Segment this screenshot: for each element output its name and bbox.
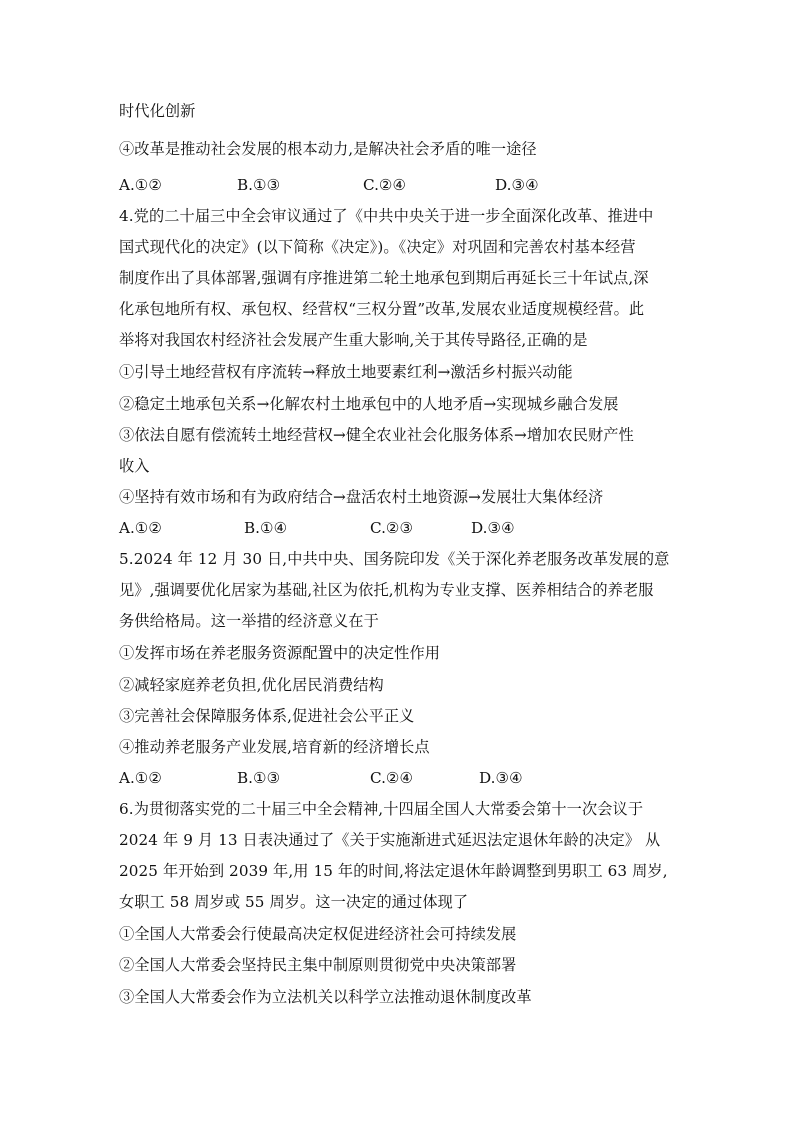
q4-stem-line-3: 制度作出了具体部署,强调有序推进第二轮土地承包到期后再延长三十年试点,深 — [119, 269, 649, 287]
q4-stem-line-2: 国式现代化的决定》(以下简称《决定》)。《决定》对巩固和完善农村基本经营 — [119, 238, 636, 256]
q4-option-c: C.②③ — [370, 519, 414, 537]
q5-item-2: ②减轻家庭养老负担,优化居民消费结构 — [119, 676, 384, 694]
q6-item-1: ①全国人大常委会行使最高决定权促进经济社会可持续发展 — [119, 925, 517, 943]
q6-stem-line-3: 2025 年开始到 2039 年,用 15 年的时间,将法定退休年龄调整到男职工 63 周岁, — [119, 862, 668, 880]
q5-item-1: ①发挥市场在养老服务资源配置中的决定性作用 — [119, 644, 441, 662]
q3-options — [119, 175, 679, 195]
q4-item-4: ④坚持有效市场和有为政府结合→盘活农村土地资源→发展壮大集体经济 — [119, 488, 604, 506]
q6-item-2: ②全国人大常委会坚持民主集中制原则贯彻党中央决策部署 — [119, 956, 517, 974]
q4-option-d: D.③④ — [471, 519, 515, 537]
q3-option-b: B.①③ — [237, 176, 281, 194]
q4-stem-line-5: 举将对我国农村经济社会发展产生重大影响,关于其传导路径,正确的是 — [119, 331, 588, 349]
q4-stem-line-1: 4.党的二十届三中全会审议通过了《中共中央关于进一步全面深化改革、推进中 — [119, 207, 654, 225]
q6-stem-line-2: 2024 年 9 月 13 日表决通过了《关于实施渐进式延迟法定退休年龄的决定》 从 — [119, 831, 661, 849]
q5-option-b: B.①③ — [237, 769, 281, 787]
q5-option-d: D.③④ — [479, 769, 523, 787]
q3-stem-tail: 时代化创新 — [119, 102, 196, 120]
q4-item-2: ②稳定土地承包关系→化解农村土地承包中的人地矛盾→实现城乡融合发展 — [119, 395, 619, 413]
q5-item-3: ③完善社会保障服务体系,促进社会公平正义 — [119, 707, 415, 725]
q5-option-a: A.①② — [119, 769, 163, 787]
q5-stem-line-3: 务供给格局。这一举措的经济意义在于 — [119, 612, 379, 630]
q4-item-3: ③依法自愿有偿流转土地经营权→健全农业社会化服务体系→增加农民财产性 — [119, 426, 634, 444]
q3-option-a: A.①② — [119, 176, 163, 194]
q3-item-4: ④改革是推动社会发展的根本动力,是解决社会矛盾的唯一途径 — [119, 140, 537, 158]
q3-option-c: C.②④ — [363, 176, 407, 194]
q4-option-a: A.①② — [119, 519, 163, 537]
q4-stem-line-4: 化承包地所有权、承包权、经营权“三权分置”改革,发展农业适度规模经营。此 — [119, 300, 645, 318]
q3-option-d: D.③④ — [495, 176, 539, 194]
q5-stem-line-1: 5.2024 年 12 月 30 日,中共中央、国务院印发《关于深化养老服务改革发展的意 — [119, 550, 670, 568]
q5-options — [119, 768, 679, 788]
q4-option-b: B.①④ — [244, 519, 288, 537]
q6-stem-line-1: 6.为贯彻落实党的二十届三中全会精神,十四届全国人大常委会第十一次会议于 — [119, 800, 644, 818]
q6-item-3: ③全国人大常委会作为立法机关以科学立法推动退休制度改革 — [119, 988, 532, 1006]
q5-item-4: ④推动养老服务产业发展,培育新的经济增长点 — [119, 738, 430, 756]
q5-option-c: C.②④ — [370, 769, 414, 787]
q4-options — [119, 518, 679, 538]
q4-item-3-cont: 收入 — [119, 457, 150, 475]
q4-item-1: ①引导土地经营权有序流转→释放土地要素红利→激活乡村振兴动能 — [119, 363, 573, 381]
q6-stem-line-4: 女职工 58 周岁或 55 周岁。这一决定的通过体现了 — [119, 893, 469, 911]
q5-stem-line-2: 见》,强调要优化居家为基础,社区为依托,机构为专业支撑、医养相结合的养老服 — [119, 581, 654, 599]
